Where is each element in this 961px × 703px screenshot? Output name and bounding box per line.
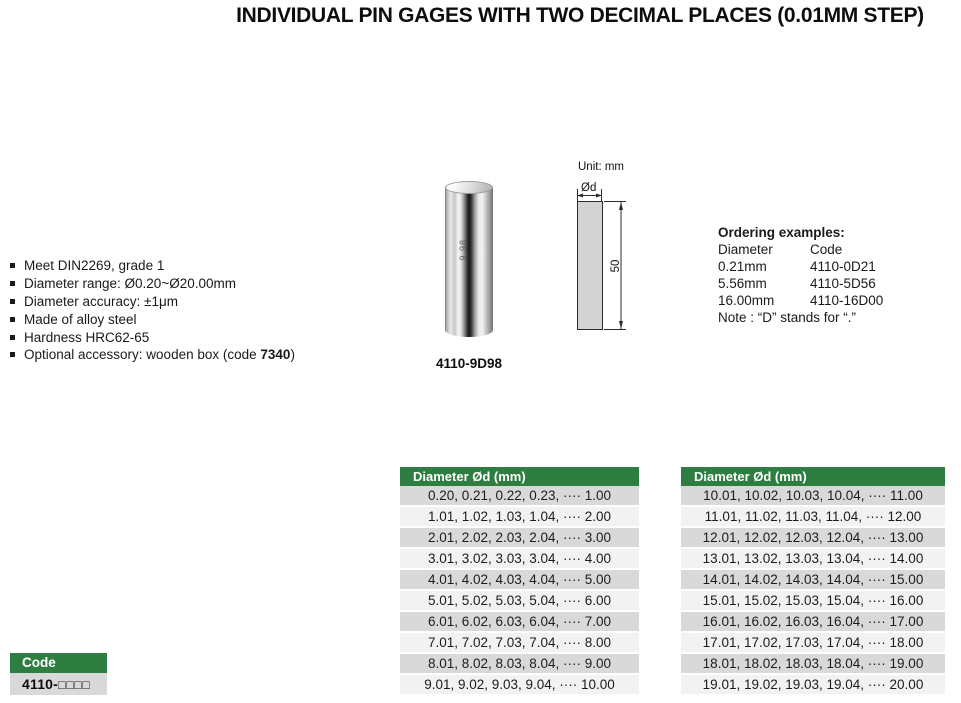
ordering-diameter-value: 16.00mm [718, 293, 775, 308]
code-pattern [10, 673, 107, 695]
feature-item: Diameter accuracy: ±1μm [8, 295, 295, 309]
feature-item: Made of alloy steel [8, 313, 295, 327]
code-box [10, 653, 107, 695]
ordering-col-code: Code [810, 242, 843, 257]
table-row: 1.01, 1.02, 1.03, 1.04, ···· 2.00 [400, 507, 639, 526]
bullet-square-icon [10, 317, 15, 322]
feature-item: Optional accessory: wooden box (code 7340) [8, 348, 295, 362]
table-row: 14.01, 14.02, 14.03, 14.04, ···· 15.00 [681, 570, 945, 589]
bullet-square-icon [10, 335, 15, 340]
ordering-code-value: 4110-0D21 [810, 259, 876, 274]
feature-item: Diameter range: Ø0.20~Ø20.00mm [8, 277, 295, 291]
table-row: 2.01, 2.02, 2.03, 2.04, ···· 3.00 [400, 528, 639, 547]
ordering-code-value: 4110-5D56 [810, 276, 876, 291]
pin-outline-rect [578, 202, 603, 330]
pin-engraving: 9.98 [458, 239, 468, 261]
table-row: 10.01, 10.02, 10.03, 10.04, ···· 11.00 [681, 486, 945, 505]
ordering-code-value: 4110-16D00 [810, 293, 884, 308]
bullet-square-icon [10, 352, 15, 357]
ordering-examples [718, 224, 928, 326]
pin-body [445, 187, 493, 337]
table-row: 7.01, 7.02, 7.03, 7.04, ···· 8.00 [400, 633, 639, 652]
ordering-diameter-value: 5.56mm [718, 276, 767, 291]
table-row: 16.01, 16.02, 16.03, 16.04, ···· 17.00 [681, 612, 945, 631]
table-row: 8.01, 8.02, 8.03, 8.04, ···· 9.00 [400, 654, 639, 673]
table-rows [400, 486, 639, 694]
bullet-square-icon [10, 299, 15, 304]
ordering-note: Note : “D” stands for “.” [718, 310, 857, 325]
pin-gage-photo [445, 181, 493, 337]
bullet-square-icon [10, 281, 15, 286]
table-row: 12.01, 12.02, 12.03, 12.04, ···· 13.00 [681, 528, 945, 547]
diameter-table-1 [400, 467, 639, 696]
table-row: 18.01, 18.02, 18.03, 18.04, ···· 19.00 [681, 654, 945, 673]
code-prefix: 4110- [22, 676, 59, 692]
page-title: INDIVIDUAL PIN GAGES WITH TWO DECIMAL PLACES (0.01MM STEP) [236, 4, 924, 27]
table-row: 11.01, 11.02, 11.03, 11.04, ···· 12.00 [681, 507, 945, 526]
table-row: 5.01, 5.02, 5.03, 5.04, ···· 6.00 [400, 591, 639, 610]
ordering-diameter-value: 0.21mm [718, 259, 767, 274]
diameter-dim-label: Ød [581, 182, 597, 194]
dimension-drawing [560, 150, 652, 345]
table-row: 3.01, 3.02, 3.03, 3.04, ···· 4.00 [400, 549, 639, 568]
feature-item: Meet DIN2269, grade 1 [8, 259, 295, 273]
arrow-down-icon [619, 321, 623, 329]
bullet-square-icon [10, 263, 15, 268]
pin-top-cap [445, 181, 493, 194]
table-row: 6.01, 6.02, 6.03, 6.04, ···· 7.00 [400, 612, 639, 631]
table-row: 19.01, 19.02, 19.03, 19.04, ···· 20.00 [681, 675, 945, 694]
ordering-heading: Ordering examples: [718, 225, 845, 240]
diameter-table-2 [681, 467, 945, 696]
table-row: 15.01, 15.02, 15.03, 15.04, ···· 16.00 [681, 591, 945, 610]
feature-list [8, 259, 295, 366]
product-code-label: 4110-9D98 [435, 356, 503, 371]
feature-item: Hardness HRC62-65 [8, 331, 295, 345]
table-row: 13.01, 13.02, 13.03, 13.04, ···· 14.00 [681, 549, 945, 568]
table-row: 17.01, 17.02, 17.03, 17.04, ···· 18.00 [681, 633, 945, 652]
table-row: 0.20, 0.21, 0.22, 0.23, ···· 1.00 [400, 486, 639, 505]
table-row: 4.01, 4.02, 4.03, 4.04, ···· 5.00 [400, 570, 639, 589]
table-rows [681, 486, 945, 694]
unit-label: Unit: mm [578, 161, 624, 173]
table-header: Diameter Ød (mm) [400, 467, 639, 486]
length-dim-label: 50 [610, 259, 622, 273]
arrow-up-icon [619, 202, 623, 210]
table-header: Diameter Ød (mm) [681, 467, 945, 486]
code-placeholder-squares: □□□□ [58, 678, 91, 692]
ordering-col-diameter: Diameter [718, 242, 773, 257]
code-box-header: Code [10, 653, 107, 673]
table-row: 9.01, 9.02, 9.03, 9.04, ···· 10.00 [400, 675, 639, 694]
ordering-table [718, 241, 928, 309]
